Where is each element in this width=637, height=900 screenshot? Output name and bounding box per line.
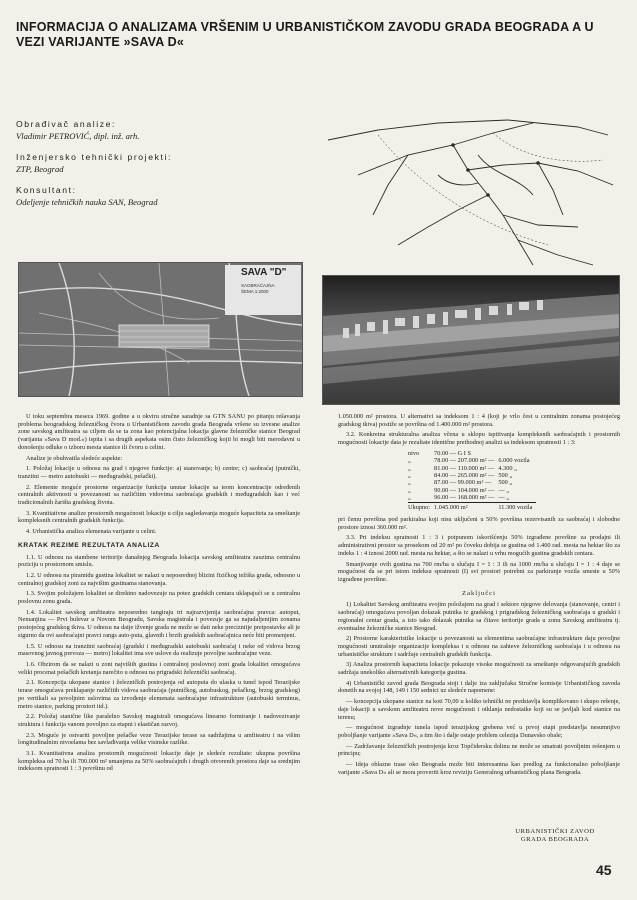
photo-legend: ŠEMA 1:2000 bbox=[241, 289, 269, 294]
table-cell: 1.045.000 m² bbox=[434, 502, 498, 511]
page-number: 45 bbox=[596, 862, 612, 878]
conclusion-item: — Ideja oblaznе trase oko Beograda može biti interesantna kao predlog za funkcionalno poboljšanje varijante »Sava D« ali se mora proveriti kroz reviziju Generalnog urbanističkog plana Beograda. bbox=[338, 761, 620, 776]
credit-value: Vladimir PETROVIĆ, dipl. inž. arh. bbox=[16, 131, 140, 141]
conclusion-item: 4) Urbanistički zavod grada Beograda stoji i dalje iza zaključaka Stručne komisije Urbanističkog zavoda donetih na svojoj 148, 149 i 150 sednici uz sledeće napomene: bbox=[338, 679, 620, 695]
table-row bbox=[408, 494, 536, 502]
credit-label: Inženjersko tehnički projekti: bbox=[16, 152, 172, 162]
table-cell: „ bbox=[408, 486, 411, 494]
table-cell: „ bbox=[408, 464, 411, 472]
model-photo bbox=[322, 275, 620, 405]
summary-item: 2.2. Položaj stanične like paralelno Savskoj magistrali omogućava linearno formiranje i nadovezivanje struktura i funkcija vanom povoljno za etapni i elastičan razvoj. bbox=[18, 713, 300, 728]
summary-item: 1.5. U odnosu na tranzitni saobraćaj (gradski i međugradski autobuski saobraćaj i neke od vidova brzog masovnog javnog prevoza — metro) lokalitet ima sve uslove da realizuje povoljne saobraćajne veze. bbox=[18, 642, 300, 658]
summary-item: 2.1. Koncepcija ukopane stanice i železničkih postrojenja od autoputa do ulaska u tunel ispod Terazijske terase omogućava preklapanje različitih vidova saobraćaja (putničkog, autobuskog, pešačkog, brzog gradskog) po vertikali sa povoljnim uslovima za izvođenje elemenata saobraćajne infrastrukture (autobuski terminus, metro stanice, parking prostori itd.). bbox=[18, 679, 300, 710]
table-cell: 500 „ bbox=[498, 472, 513, 480]
conclusion-item: — Zadržavanje železničkih postrojenja kroz Topčidersku dolinu ne može se smatrati povoljnim rešenjem u principu; bbox=[338, 742, 620, 758]
table-cell: 96.00 — 168.000 m² — bbox=[434, 494, 495, 502]
body-paragraph: pri čemu površina pod parkiralna koji nisu uključeni u 50% površina rezervisanih za saobraćaj i slobodne prostore iznosi 360.000 m². bbox=[338, 516, 620, 531]
table-row bbox=[408, 472, 536, 479]
conclusion-item: — mogućnost izgradnje tunela ispod terazijskog grebena već u prvoj etapi predstavlja nesumnjivo poboljšanje varijante »Sava D«, a tim što i dalje ostaje problem celezija Dunavsko obale; bbox=[338, 724, 620, 739]
railway-network-sketch bbox=[318, 115, 618, 275]
table-row bbox=[408, 457, 536, 464]
aspect-item: 2. Elemente moguće prostorne organizacije funkcija unutar lokacije sa teom koncentracije određenih centralnih aktivnosti u povezanosti sa različitim vidovima saobraćaja gradskih i međugradskih kao i već tradicionalnih žarišta gradskog života. bbox=[18, 483, 300, 507]
table-cell: Ukupno: bbox=[408, 502, 434, 511]
photo-legend: SAOBRAĆAJNA bbox=[241, 283, 275, 288]
aspects-intro: Analize je obuhvatila sledeće aspekte: bbox=[26, 454, 123, 462]
signature-block bbox=[500, 828, 610, 844]
table-cell: — „ bbox=[498, 486, 510, 494]
conclusions-heading: Zaključci bbox=[462, 589, 496, 597]
model-drawing bbox=[323, 276, 619, 404]
photo-caption: SAVA "D" bbox=[241, 267, 287, 278]
table-cell: „ bbox=[408, 457, 411, 465]
table-cell: 90.00 — 104.000 m² — bbox=[434, 486, 495, 494]
table-cell: — „ bbox=[498, 494, 510, 502]
article-title: INFORMACIJA O ANALIZAMA VRŠENIM U URBANISTIČKOM ZAVODU GRADA BEOGRADA A U VEZI VARIJANTE »SAVA D« bbox=[16, 20, 594, 49]
body-paragraph: Smanjivanje ovih gustina na 700 rm/ha u slučaju I = 1 : 3 ili na 1000 rm/ha u slučaju I = 1 : 4 daje se mogućnost da se pri istom indeksu spratnosti (I) svi prostori potrebni za parkiranje vozila smeste u 50% izgrađene površine. bbox=[338, 560, 620, 583]
table-cell: 81.00 — 110.000 m² — bbox=[434, 464, 495, 472]
conclusion-item: 2) Prostorne karakteristike lokacije u povezanosti sa elementima saobraćajne infrastrukture daju povoljne mogućnosti unutrašnje organizacije kompleksa i u odnosu na zahteve železničkog saobraćaja i u odnosu na urbanističke strukture i sadržaje centralnih gradskih funkcija. bbox=[338, 635, 620, 658]
table-cell: 78.00 — 207.000 m² — bbox=[434, 457, 495, 465]
table-cell: 500 „ bbox=[498, 479, 513, 487]
table-cell: 4.300 „ bbox=[498, 464, 517, 472]
credit-value: ZTP, Beograd bbox=[16, 164, 64, 174]
aspect-item: 4. Urbanistička analiza elemenata varijante u celini. bbox=[26, 528, 157, 536]
aspect-item: 1. Položaj lokacije u odnosu na grad i njegove funkcije: a) stanovanje; b) centre; c) saobraćaj (putnički, tranzitni — metro autobuski — međugradski, pešački). bbox=[18, 465, 300, 480]
table-cell: nivo bbox=[408, 449, 420, 457]
table-cell: 6.000 vozila bbox=[498, 457, 530, 465]
credit-value: Odeljenje tehničkih nauka SAN, Beograd bbox=[16, 197, 158, 207]
signature-line: GRADA BEOGRADA bbox=[520, 836, 590, 843]
credits-block bbox=[16, 118, 306, 217]
credit-label: Obrađivač analize: bbox=[16, 119, 116, 129]
table-cell bbox=[498, 450, 536, 457]
table-cell: 70.00 — G I S bbox=[434, 449, 471, 457]
table-row bbox=[408, 479, 536, 486]
table-row bbox=[408, 465, 536, 472]
table-cell: 87.00 — 99.000 m² — bbox=[434, 479, 492, 487]
summary-item: 1.6. Obzirom da se nalazi u zoni najvišiih gustina i centralnoj poslovnoj zoni grada lokalitet omogućava veliki procenat pešačkih kretanja narečito u odnosu na prigradski železnički saobraćaj. bbox=[18, 660, 300, 676]
table-cell: „ bbox=[408, 479, 411, 487]
body-paragraph: 3.3. Pri indeksu spratnosti 1 : 3 i potpunom iskorišćenju 50% izgrađene površine za prodajni ili administrativni prostor sa prosekom od 20 m² po čoveku dobija se gustina od 1.400 rad. mesta na hektar što za indeks 1 : 4 iznosi 2000 rad. mesta na hektar, a što se nalazi u vrhu mogućih gustina gradskih centara. bbox=[338, 534, 620, 557]
left-column bbox=[18, 413, 300, 776]
table-cell: „ bbox=[408, 472, 411, 480]
summary-heading: KRATAK REZIME REZULTATA ANALIZA bbox=[18, 541, 160, 549]
signature-line: URBANISTIČKI ZAVOD bbox=[515, 828, 595, 835]
capacity-table bbox=[408, 450, 620, 511]
table-cell: 84.00 — 265.000 m² — bbox=[434, 472, 495, 480]
summary-item: 1.2. U odnosu na piramidu gustina lokalitet se nalazi u neposrednoj blizini fizičkog težišta grada, odnosno u centralnoj gradskoj zoni za najvišim gustinama stanovanja. bbox=[18, 571, 300, 587]
traffic-scheme-photo bbox=[18, 262, 303, 397]
table-row bbox=[408, 487, 536, 494]
table-cell: 11.300 vozila bbox=[498, 502, 536, 511]
table-row bbox=[408, 450, 536, 457]
summary-item: 1.1. U odnosu na stambene teritorije današnjeg Beograda lokacija savskog amfiteatra zauzima centralnu poziciju u prostornom smislu. bbox=[18, 553, 300, 569]
body-paragraph: 1.050.000 m² prostora. U alternativi sa indeksom 1 : 4 (koji je vrlo čest u centralnim zonama postojećeg gradskog tkiva) postiže se površina od 1.400.000 m² prostora. bbox=[338, 413, 620, 428]
conclusion-item: 3) Analiza prostornih kapaciteta lokacije pokazuje visoke mogućnosti za smeštanje odgovarajućih gradskih sadržaja unekoliko alternativnih kategorija gustina. bbox=[338, 661, 620, 677]
body-paragraph: 3.2. Konkretna strukturalna analiza včena u sklopu ispitivanja kompleksnih saobraćajnih i prostornih mogućnosti lokacije data je rezultate identične prethodnoj analizi sa indeksom spratnosti 1 : 3: bbox=[338, 431, 620, 447]
conclusion-item: 1) Lokalitet Savskog amfiteatra svojim položajem na grad i sektore njegove delovanja (stanovanje, centri i saobraćaj) omogućava povoljan dolazak putnika iz gradskog i prigradskog železničkog saobraćaja u gradski i regionalni centar grada, a isto tako dolazak putnika sa čitave teritorije grada u zonu Savskog amfiteatra tj. eventualne železničke stanice Beograd. bbox=[338, 601, 620, 632]
summary-item: 3.1. Kvantitativna analiza prostornih mogućnosti lokacije daje je sledeće rezultate: ukupna površina kompleksa od 70 ha ili 700.000 m² umanjena za 50% saobraćajnih i drugih otvorenih prostora daje sa srednjim indeksom spratnosti 1 : 3 površinu od bbox=[18, 750, 300, 773]
table-total-row bbox=[408, 502, 536, 511]
conclusion-item: — koncepcija ukopane stanice na koti 70,00 u koliko tehnički ne predstavlja komplikovano i skupo rešenje, daje lokaciji u savskom amfiteatru nove mogućnosti i otklanja nedostatke koji su se javljali kod stanice na terenu; bbox=[338, 698, 620, 721]
summary-item: 2.3. Moguće je ostvariti povoljne pešačke veze Terazijske terase sa sadržajima u amfiteatru i na višim longitudinalnim nivoelama bez savlađivanja velike visinske razlike. bbox=[18, 731, 300, 747]
intro-paragraph: U toku septembra meseca 1969. godine a u okviru stručne saradnje sa GTN SANU po pitanju rešavanja problema beogradskog železničkog čvora u Urbanističkom zavodu grada Beograda vršene su izvesne analize zone savskog amfiteatra sa ciljem da se ta zona kao potencijalna lokacija glavne železničke stanice Beograd (varijanta »Sava D mod.«) ispita i sa drugih aspekata osim čisto železničkog kojii bi mogli biti merodavni u donošenju odluke o izboru mesta stanice ili čvoru u celini. bbox=[18, 413, 300, 451]
summary-item: 1.4. Lokalitet savskog amfiteatra neposredno tangiraju tri najrazvijenija saobraćajna pravca: autoput, Nemanjina — Prvi bulevar u Novom Beogradu, Savska magistrala i povezuje ga sa najudaljenijim zonama postojećeg gradskog tkiva. U odnosu na daije ižvenje grada ne može se dati neke precizniije pretpostavke ali je sigurno da ovi saobraćajni pravci rangs auto-puta, glavnih i brzih gradskih saobraćajnica neće biti promenjeni. bbox=[18, 608, 300, 639]
aspect-item: 3. Kvantitativne analize prostornih mogućnosti lokacije u cilju sagledavanja moguće kapaciteta za smeštanje kompleksnih centralnih gradskih funkcija. bbox=[18, 509, 300, 525]
table-cell: „ bbox=[408, 494, 411, 502]
credit-label: Konsultant: bbox=[16, 185, 77, 195]
right-column bbox=[338, 413, 620, 779]
summary-item: 1.3. Svojim položajem lokalitet se direktno nadovezuje na potez gradskih centara uklapajući se u centralnu poslovnu zonu grada. bbox=[18, 590, 300, 606]
